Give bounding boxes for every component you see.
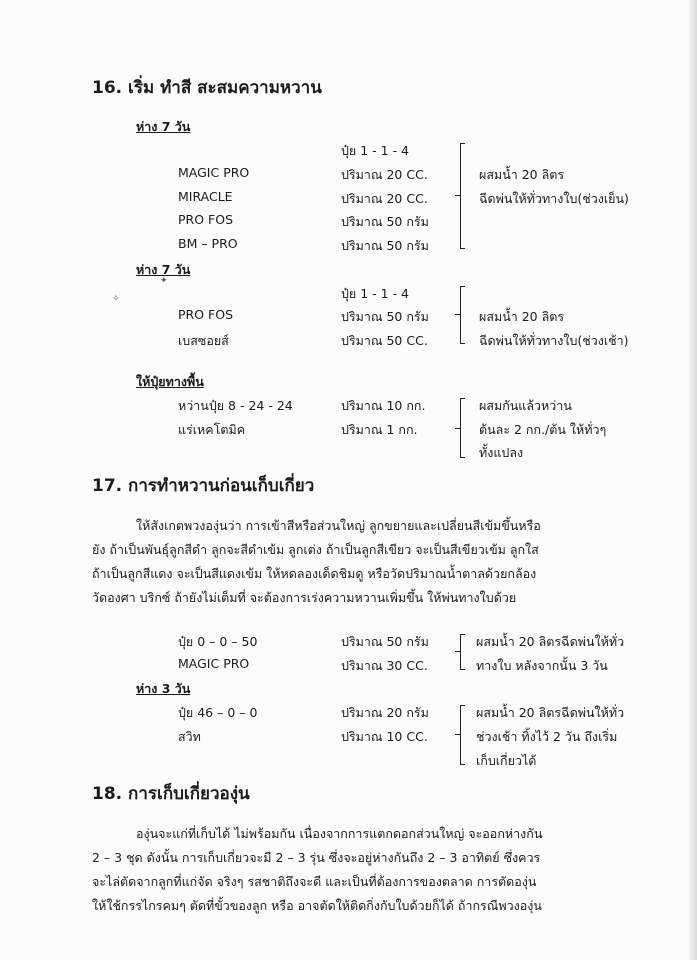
s16-g1-formula: ปุ๋ย 1 - 1 - 4 bbox=[341, 143, 410, 158]
s16-g2-interval: ห่าง 7 วัน bbox=[136, 262, 191, 277]
s16-g3-row-name: หว่านปุ๋ย 8 - 24 - 24 bbox=[178, 398, 293, 413]
s16-g1-note: ผสมน้ำ 20 ลิตร bbox=[479, 167, 565, 182]
s16-g1-row-qty: ปริมาณ 50 กรัม bbox=[341, 214, 429, 229]
s17-g2-row-name: ปุ๋ย 46 – 0 – 0 bbox=[178, 705, 258, 720]
s16-g2-row-qty: ปริมาณ 50 CC. bbox=[341, 333, 428, 348]
s16-g3-row-qty: ปริมาณ 10 กก. bbox=[341, 398, 426, 413]
bracket bbox=[460, 634, 461, 670]
s16-g3-note: ทั้งแปลง bbox=[479, 445, 524, 460]
s17-g2-note: เก็บเกี่ยวได้ bbox=[476, 753, 537, 768]
section-18-heading: 18. การเก็บเกี่ยวองุ่น bbox=[92, 784, 250, 804]
s16-g2-note: ฉีดพ่นให้ทั่วทางใบ(ช่วงเช้า) bbox=[479, 333, 629, 348]
s16-g2-note: ผสมน้ำ 20 ลิตร bbox=[479, 309, 565, 324]
s16-g3-note: ผสมกันแล้วหว่าน bbox=[479, 398, 572, 413]
bracket bbox=[460, 705, 461, 765]
s16-g2-row-name: PRO FOS bbox=[178, 307, 233, 322]
page-edge-shadow bbox=[689, 0, 697, 960]
s16-g2-row-qty: ปริมาณ 50 กรัม bbox=[341, 309, 429, 324]
bracket bbox=[460, 398, 461, 458]
s17-g1-row-name: ปุ๋ย 0 – 0 – 50 bbox=[178, 634, 258, 649]
s16-g1-row-name: PRO FOS bbox=[178, 212, 233, 227]
section-16-heading: 16. เริ่ม ทำสี สะสมความหวาน bbox=[92, 78, 322, 98]
s16-g3-row-qty: ปริมาณ 1 กก. bbox=[341, 422, 418, 437]
s17-g2-row-name: สวิท bbox=[178, 729, 201, 744]
s16-g3-interval: ให้ปุ๋ยทางพื้น bbox=[136, 374, 204, 389]
s17-g1-row-qty: ปริมาณ 30 CC. bbox=[341, 658, 428, 673]
s16-g2-row-name: เบสซอยส์ bbox=[178, 333, 229, 348]
s17-g1-row-qty: ปริมาณ 50 กรัม bbox=[341, 634, 429, 649]
scan-mark: ✦ bbox=[160, 276, 168, 286]
s17-g1-row-name: MAGIC PRO bbox=[178, 656, 250, 671]
s16-g1-row-qty: ปริมาณ 50 กรัม bbox=[341, 238, 429, 253]
s16-g1-row-qty: ปริมาณ 20 CC. bbox=[341, 191, 428, 206]
s16-g2-formula: ปุ๋ย 1 - 1 - 4 bbox=[341, 286, 410, 301]
bracket bbox=[460, 286, 461, 344]
s16-g1-row-qty: ปริมาณ 20 CC. bbox=[341, 167, 428, 182]
s18-paragraph-line: องุ่นจะแก่ที่เก็บได้ ไม่พร้อมกัน เนื่องจากการแตกดอกส่วนใหญ่ จะออกห่างกัน bbox=[136, 826, 543, 841]
s17-g2-interval: ห่าง 3 วัน bbox=[136, 681, 191, 696]
s17-g2-note: ช่วงเช้า ทิ้งไว้ 2 วัน ถึงเริ่ม bbox=[476, 729, 618, 744]
s17-g1-note: ผสมน้ำ 20 ลิตรฉีดพ่นให้ทั่ว bbox=[476, 634, 625, 649]
s18-paragraph-line: จะไล่ตัดจากลูกที่แก่จัด จริงๆ รสชาติถึงจะดี และเป็นที่ต้องการของตลาด การตัดองุ่น bbox=[92, 874, 537, 889]
section-17-heading: 17. การทำหวานก่อนเก็บเกี่ยว bbox=[92, 476, 315, 496]
s17-g1-note: ทางใบ หลังจากนั้น 3 วัน bbox=[476, 658, 608, 673]
s16-g3-row-name: แร่เหคโตมิค bbox=[178, 422, 246, 437]
s16-g1-row-name: BM – PRO bbox=[178, 236, 238, 251]
s16-g1-note: ฉีดพ่นให้ทั่วทางใบ(ช่วงเย็น) bbox=[479, 191, 629, 206]
s16-g1-interval: ห่าง 7 วัน bbox=[136, 119, 191, 134]
s18-paragraph-line: 2 – 3 ชุด ดังนั้น การเก็บเกี่ยวจะมี 2 – 3 รุ่น ซึ่งจะอยู่ห่างกันถึง 2 – 3 อาทิตย์ ซึ่งควร bbox=[92, 850, 541, 865]
scan-mark: ✧ bbox=[112, 294, 120, 304]
s17-g2-row-qty: ปริมาณ 10 CC. bbox=[341, 729, 428, 744]
s17-paragraph-line: ให้สังเกตพวงองุ่นว่า การเข้าสีหรือส่วนใหญ่ ลูกขยายและเปลี่ยนสีเข้มขึ้นหรือ bbox=[136, 518, 541, 533]
s16-g3-note: ต้นละ 2 กก./ต้น ให้ทั่วๆ bbox=[479, 422, 607, 437]
s17-g2-row-qty: ปริมาณ 20 กรัม bbox=[341, 705, 429, 720]
s17-paragraph-line: ถ้าเป็นลูกสีแดง จะเป็นสีแดงเข้ม ให้หดลองเด็ดชิมดู หรือวัดปริมาณน้ำตาลด้วยกล้อง bbox=[92, 566, 537, 581]
s16-g1-row-name: MAGIC PRO bbox=[178, 165, 250, 180]
s17-paragraph-line: ยัง ถ้าเป็นพันธุ์ลูกสีดำ ลูกจะสีดำเข้ม ลูกเต่ง ถ้าเป็นลูกสีเขียว จะเป็นสีเขียวเข้ม ลูกใส bbox=[92, 542, 539, 557]
s16-g1-row-name: MIRACLE bbox=[178, 189, 233, 204]
s17-paragraph-line: วัดองศา บริกซ์ ถ้ายังไม่เต็มที่ จะต้องการเร่งความหวานเพิ่มขึ้น ให้พ่นทางใบด้วย bbox=[92, 590, 517, 605]
s18-paragraph-line: ให้ใช้กรรไกรคมๆ ตัดที่ขั้วของลูก หรือ อาจตัดให้ติดกิ่งกับใบด้วยก็ได้ ถ้ากรณีพวงองุ่น bbox=[92, 898, 542, 913]
bracket bbox=[460, 143, 461, 249]
s17-g2-note: ผสมน้ำ 20 ลิตรฉีดพ่นให้ทั่ว bbox=[476, 705, 625, 720]
